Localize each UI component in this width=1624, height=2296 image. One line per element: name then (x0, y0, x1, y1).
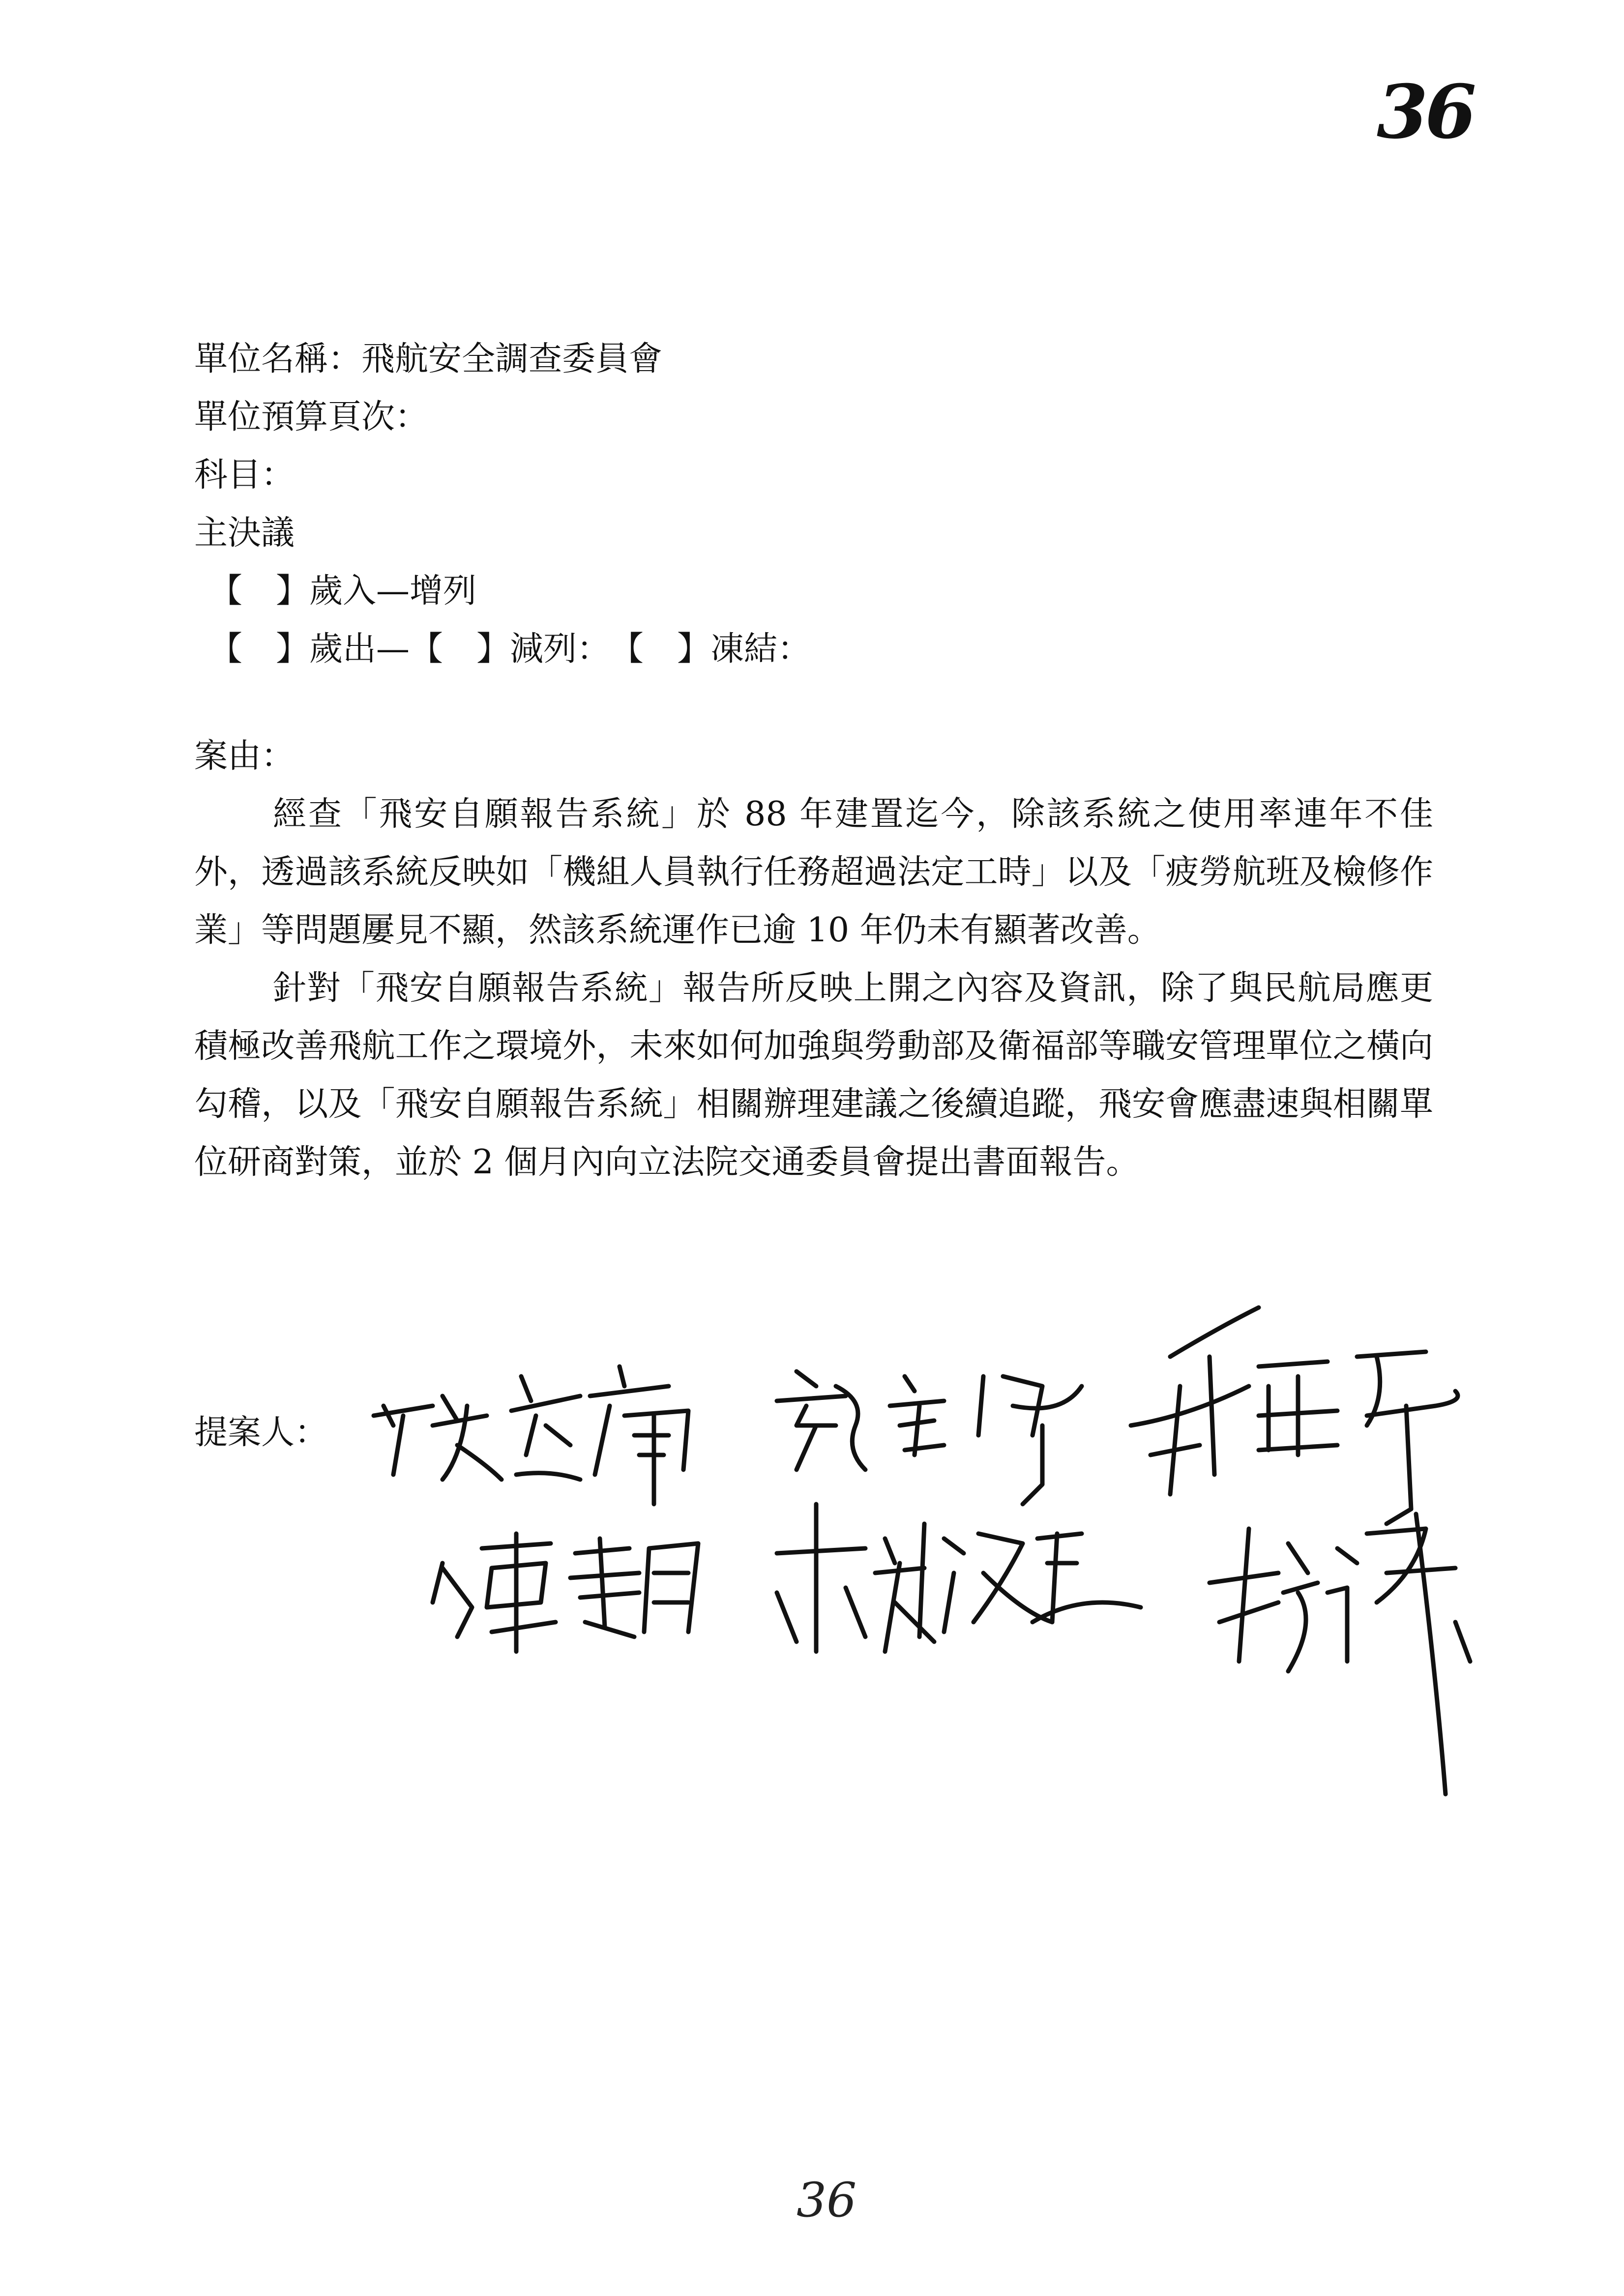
signature-6 (1210, 1514, 1470, 1794)
budget-page: 單位預算頁次： (194, 398, 429, 436)
signature-5 (777, 1504, 1141, 1652)
proposer-label: 提案人： (194, 1413, 328, 1452)
handwritten-page-number-bottom: 36 (797, 2173, 857, 2228)
unit-name: 單位名稱：飛航安全調查委員會 (194, 340, 663, 378)
main-resolution: 主決議 (194, 514, 295, 552)
case-section (194, 727, 1433, 1192)
revenue-row: 【 】歲入—增列 (209, 572, 477, 610)
signature-1 (374, 1366, 688, 1504)
case-paragraph-1: 經查「飛安自願報告系統」於 88 年建置迄今，除該系統之使用率連年不佳外，透過該系統反映如「機組人員執行任務超過法定工時」以及「疲勞航班及檢修作業」等問題屢見不顯，然該系統運作已逾 10 年仍未有顯著改善。 (194, 795, 1433, 950)
signature-4 (433, 1534, 698, 1652)
case-paragraph-2: 針對「飛安自願報告系統」報告所反映上開之內容及資訊，除了與民航局應更積極改善飛航工作之環境外，未來如何加強與勞動部及衛福部等職安管理單位之橫向勾稽，以及「飛安自願報告系統」相關辦理建議之後續追蹤，飛安會應盡速與相關單位研商對策，並於 2 個月內向立法院交通委員會提出書面報告。 (194, 969, 1433, 1182)
signature-3 (1131, 1308, 1458, 1524)
subject: 科目： (194, 456, 295, 494)
handwritten-page-number-top: 36 (1377, 69, 1474, 155)
signature-2 (777, 1371, 1082, 1504)
case-label: 案由： (194, 737, 295, 776)
expenditure-row: 【 】歲出—【 】減列： 【 】凍結： (209, 630, 811, 668)
document-header (194, 330, 811, 678)
